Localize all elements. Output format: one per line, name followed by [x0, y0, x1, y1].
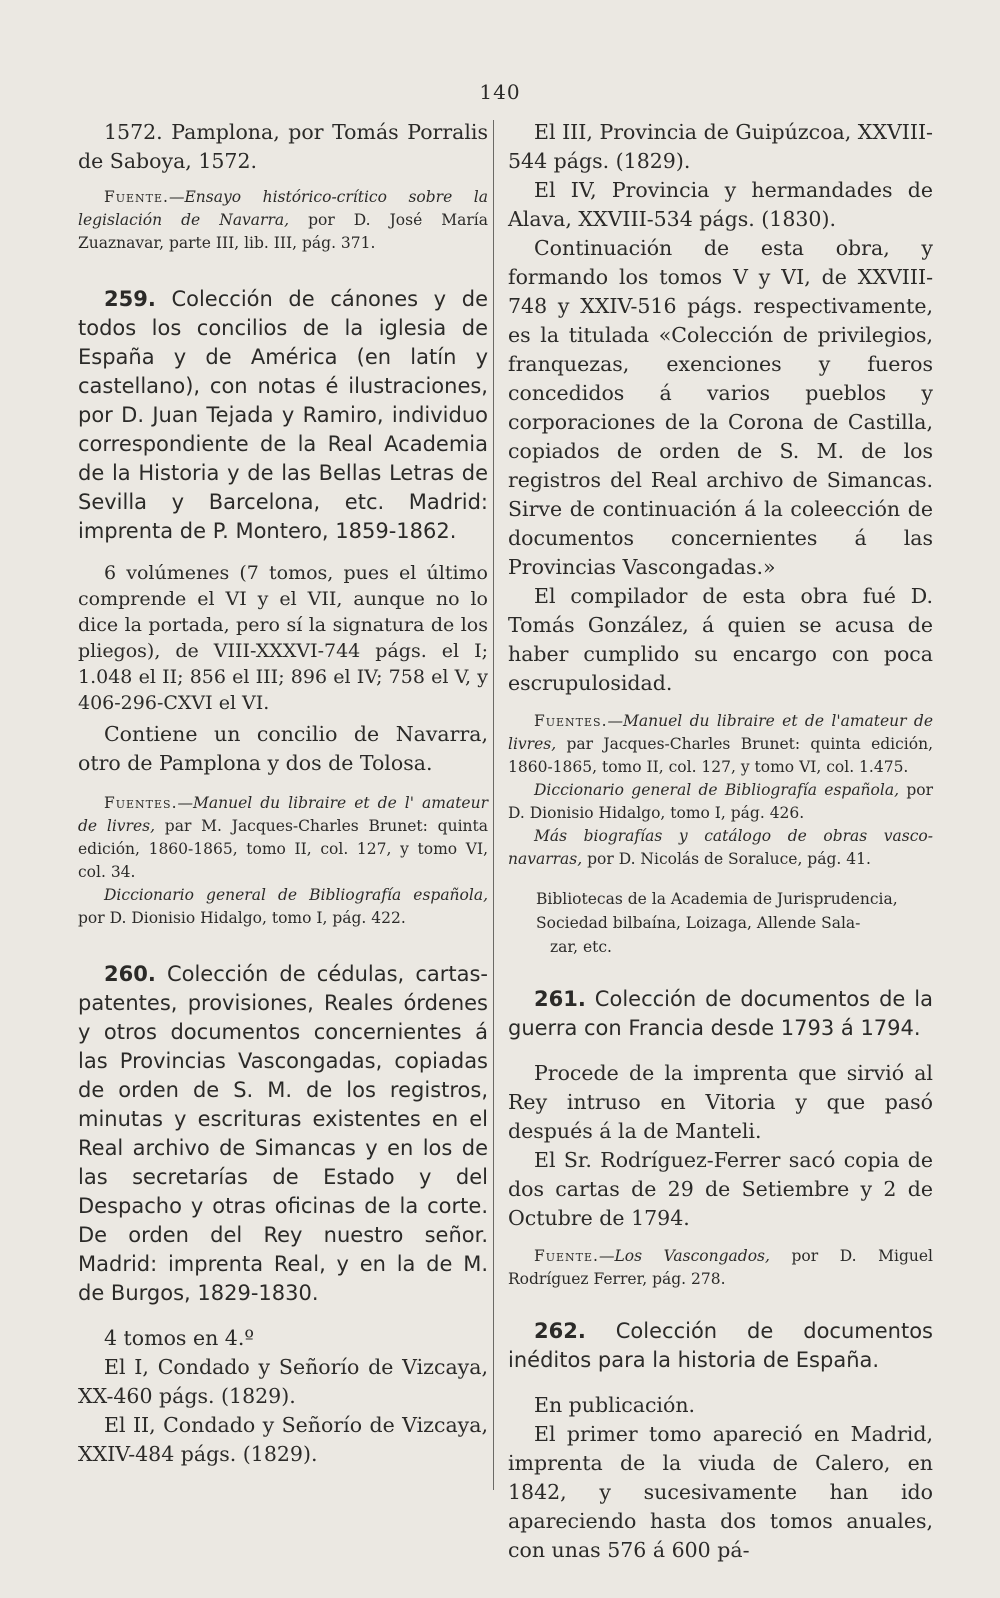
entry-number: 260.	[104, 962, 156, 986]
entry-detail: Continuación de esta obra, y formando los tomos V y VI, de XXVIII-748 y XXIV-516 págs. respectivamente, es la titulada «Colección de privilegios, franquezas, exenciones y fueros concedidos á varios pueblos y corporaciones de la Corona de Castilla, copiados de orden de S. M. de los registros del Real archivo de Simancas. Sirve de continuación á la coleección de documentos concernientes á las Provincias Vascongadas.»	[508, 236, 933, 579]
source-label: Fuentes.	[534, 712, 608, 730]
source-label: Fuente.	[534, 1247, 599, 1265]
source-title: —Manuel du libraire et de l'amateur de livres,	[508, 712, 933, 753]
entry-detail: El primer tomo apareció en Madrid, imprenta de la viuda de Calero, en 1842, y sucesivamente han ido apareciendo hasta dos tomos anuales, con unas 576 á 600 pá-	[508, 1422, 933, 1562]
source-title: —Ensayo histórico-crítico sobre la legislación de Navarra,	[78, 188, 488, 229]
left-column	[78, 118, 488, 1469]
column-divider	[493, 120, 494, 1490]
source-note	[508, 710, 933, 779]
source-note	[78, 884, 488, 930]
page-number: 140	[479, 80, 521, 104]
entry-detail: Procede de la imprenta que sirvió al Rey intruso en Vitoria y que pasó después á la de Manteli.	[508, 1061, 933, 1143]
entry-detail: 6 volúmenes (7 tomos, pues el último comprende el VI y el VII, aunque no lo dice la portada, pero sí la signatura de los pliegos), de VIII-XXXVI-744 págs. el I; 1.048 el II; 856 el III; 896 el IV; 758 el V, y 406-296-CXVI el VI.	[78, 562, 488, 714]
source-note	[78, 186, 488, 255]
source-label: Fuentes.	[104, 794, 178, 812]
source-title: Más biografías y catálogo de obras vasco-navarras,	[508, 827, 933, 868]
source-label: Fuente.	[104, 188, 169, 206]
entry-260	[78, 960, 488, 1308]
entry-number: 261.	[534, 987, 586, 1011]
source-title: Diccionario general de Bibliografía española,	[534, 781, 899, 799]
entry-number: 262.	[534, 1319, 586, 1343]
source-detail: por D. Dionisio Hidalgo, tomo I, pág. 422.	[78, 909, 406, 927]
entry-261	[508, 985, 933, 1043]
entry-title: Colección de documentos de la guerra con Francia desde 1793 á 1794.	[508, 987, 933, 1040]
entry-detail: El II, Condado y Señorío de Vizcaya, XXIV-484 págs. (1829).	[78, 1413, 488, 1466]
entry-259	[78, 285, 488, 546]
entry-detail: Contiene un concilio de Navarra, otro de Pamplona y dos de Tolosa.	[78, 722, 488, 775]
source-title: —Los Vascongados,	[598, 1247, 770, 1265]
source-detail: par Jacques-Charles Brunet: quinta edición, 1860-1865, tomo II, col. 127, y tomo VI, col. 1.475.	[508, 735, 933, 776]
entry-detail: El Sr. Rodríguez-Ferrer sacó copia de dos cartas de 29 de Setiembre y 2 de Octubre de 1794.	[508, 1148, 933, 1230]
library-list: Bibliotecas de la Academia de Jurisprudencia, Sociedad bilbaína, Loizaga, Allende Sala-	[536, 890, 898, 932]
entry-detail: El III, Provincia de Guipúzcoa, XXVIII-544 págs. (1829).	[508, 120, 933, 173]
right-column	[508, 118, 933, 1565]
entry-detail: 4 tomos en 4.º	[104, 1326, 255, 1350]
source-note	[508, 779, 933, 825]
source-note	[508, 825, 933, 871]
entry-detail: El IV, Provincia y hermandades de Alava, XXVIII-534 págs. (1830).	[508, 178, 933, 231]
entry-detail: El I, Condado y Señorío de Vizcaya, XX-460 págs. (1829).	[78, 1355, 488, 1408]
source-detail: por D. José María Zuaznavar, parte III, lib. III, pág. 371.	[78, 211, 488, 252]
source-detail: por D. Miguel Rodríguez Ferrer, pág. 278.	[508, 1247, 933, 1288]
entry-262	[508, 1317, 933, 1375]
entry-258-tail: 1572. Pamplona, por Tomás Porralis de Saboya, 1572.	[78, 120, 488, 173]
source-title: Diccionario general de Bibliografía española,	[104, 886, 488, 904]
source-note	[508, 1245, 933, 1291]
source-detail: por D. Nicolás de Soraluce, pág. 41.	[582, 850, 871, 868]
source-title: —Manuel du libraire et de l' amateur de livres,	[78, 794, 488, 835]
entry-title: Colección de documentos inéditos para la historia de España.	[508, 1319, 933, 1372]
entry-title: Colección de cédulas, cartas-patentes, provisiones, Reales órdenes y otros documentos concernientes á las Provincias Vascongadas, copiadas de orden de S. M. de los registros, minutas y escrituras existentes en el Real archivo de Simancas y en los de las secretarías de Estado y del Despacho y otras oficinas de la corte. De orden del Rey nuestro señor. Madrid: imprenta Real, y en la de M. de Burgos, 1829-1830.	[78, 962, 488, 1305]
source-detail: par M. Jacques-Charles Brunet: quinta edición, 1860-1865, tomo II, col. 127, y tomo VI, col. 34.	[78, 817, 488, 881]
entry-number: 259.	[104, 287, 156, 311]
library-list-continued: zar, etc.	[550, 938, 612, 956]
entry-detail: En publicación.	[534, 1393, 696, 1417]
source-detail: por D. Dionisio Hidalgo, tomo I, pág. 426.	[508, 781, 933, 822]
entry-detail: El compilador de esta obra fué D. Tomás González, á quien se acusa de haber cumplido su encargo con poca escrupulosidad.	[508, 584, 933, 695]
source-note	[78, 792, 488, 884]
library-holdings	[508, 887, 933, 959]
entry-title: Colección de cánones y de todos los concilios de la iglesia de España y de América (en latín y castellano), con notas é ilustraciones, por D. Juan Tejada y Ramiro, individuo correspondiente de la Real Academia de la Historia y de las Bellas Letras de Sevilla y Barcelona, etc. Madrid: imprenta de P. Montero, 1859-1862.	[78, 287, 488, 543]
